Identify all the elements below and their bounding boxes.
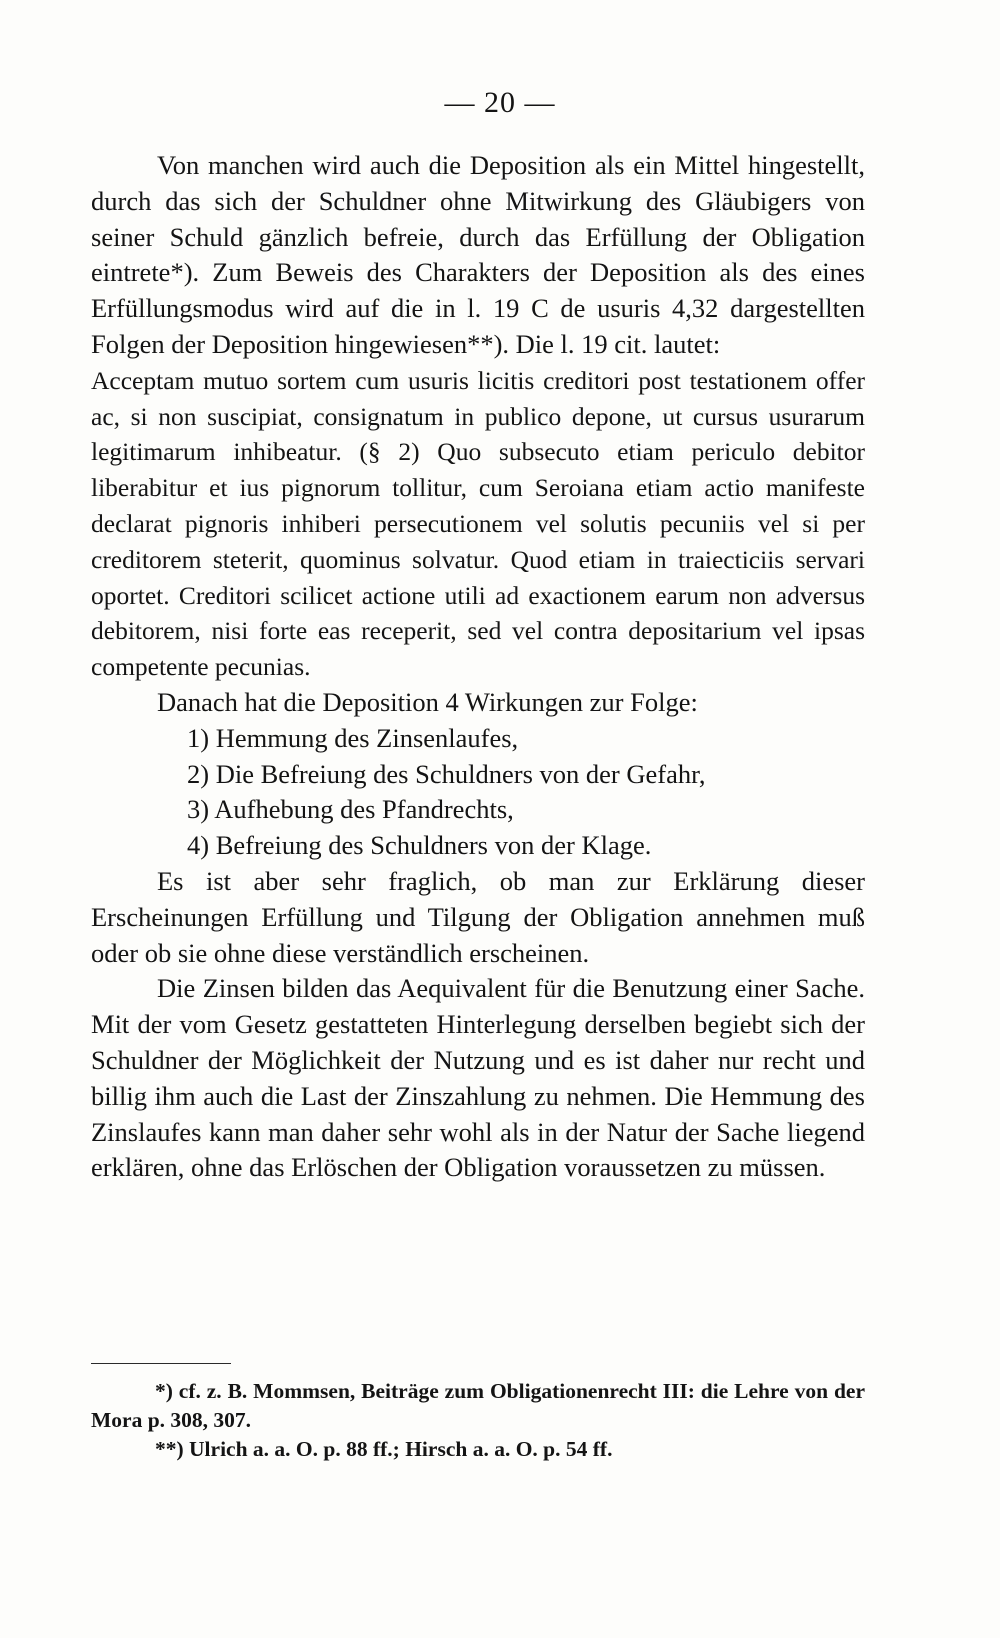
effects-list-item: 4) Befreiung des Schuldners von der Klage.: [187, 830, 652, 861]
effects-list-item: 3) Aufhebung des Pfandrechts,: [187, 794, 514, 825]
page-number: — 20 —: [444, 86, 556, 119]
effects-list-item: 2) Die Befreiung des Schuldners von der Gefahr,: [187, 758, 706, 789]
footnote-separator: [91, 1363, 231, 1364]
latin-quotation: Acceptam mutuo sortem cum usuris licitis creditori post testationem offer ac, si non suscipiat, consignatum in publico depone, ut cursus usurarum legitimarum inhibeatur. (§ 2) Quo subsecuto etiam periculo debitor liberabitur et ius pignorum tollitur, cum Seroiana etiam actio manifeste declarat pignoris inhiberi persecutionem vel solutis pecuniis vel si per creditorem steterit, quominus solvatur. Quod etiam in traiecticiis servari oportet. Creditori scilicet actione utili ad exactionem earum non adversus debitorem, nisi forte eas receperit, sed vel contra depositarium vel ipsas competente pecunias.: [91, 365, 865, 682]
paragraph-effects-intro: Danach hat die Deposition 4 Wirkungen zur Folge:: [157, 686, 698, 717]
paragraph-question: Es ist aber sehr fraglich, ob man zur Erklärung dieser Erscheinungen Erfüllung und Tilgung der Obligation annehmen muß oder ob sie ohne diese verständlich erscheinen.: [91, 865, 865, 968]
effects-list: [91, 721, 865, 864]
footnotes: [91, 1377, 865, 1464]
main-text: [91, 148, 865, 1186]
paragraph-interest: Die Zinsen bilden das Aequivalent für die Benutzung einer Sache. Mit der vom Gesetz gestatteten Hinterlegung derselben begiebt sich der Schuldner der Möglichkeit der Nutzung und es ist daher nur recht und billig ihm auch die Last der Zinszahlung zu nehmen. Die Hemmung des Zinslaufes kann man daher sehr wohl als in der Natur der Sache liegend erklären, ohne das Erlöschen der Obligation voraussetzen zu müssen.: [91, 973, 865, 1183]
effects-list-item: 1) Hemmung des Zinsenlaufes,: [187, 722, 519, 753]
footnote-1: *) cf. z. B. Mommsen, Beiträge zum Obligationenrecht III: die Lehre von der Mora p. 308, 307.: [91, 1379, 865, 1432]
paragraph-deposition-intro: Von manchen wird auch die Deposition als ein Mittel hingestellt, durch das sich der Schuldner ohne Mitwirkung des Gläubigers von seiner Schuld gänzlich befreie, durch das Erfüllung der Obligation eintrete*). Zum Beweis des Charakters der Deposition als des eines Erfüllungsmodus wird auf die in l. 19 C de usuris 4,32 dargestellten Folgen der Deposition hingewiesen**). Die l. 19 cit. lautet:: [91, 150, 865, 359]
footnote-2: **) Ulrich a. a. O. p. 88 ff.; Hirsch a. a. O. p. 54 ff.: [155, 1437, 613, 1461]
